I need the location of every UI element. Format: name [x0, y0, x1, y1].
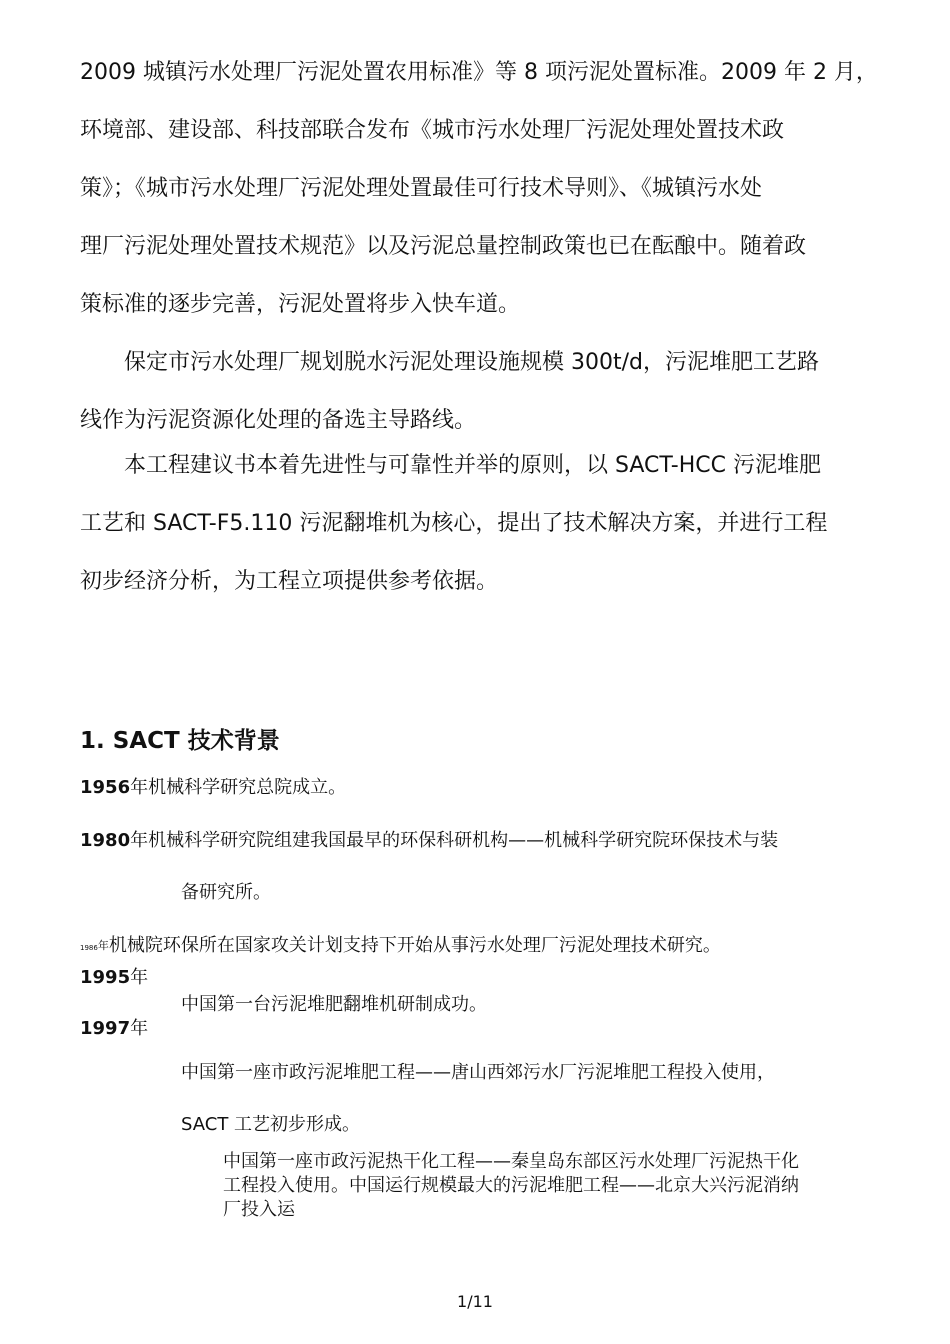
timeline-year-suffix: 年	[130, 1018, 149, 1039]
section-heading: 1. SACT 技术背景	[80, 728, 280, 754]
timeline-continuation: 备研究所。	[181, 882, 271, 903]
timeline-year-suffix: 年	[130, 967, 149, 988]
planning-line: 保定市污水处理厂规划脱水污泥处理设施规模 300t/d，污泥堆肥工艺路	[80, 350, 819, 375]
timeline-year-1995	[80, 966, 148, 990]
timeline-year-1997	[80, 1017, 148, 1041]
intro-line: 2009 城镇污水处理厂污泥处置农用标准》等 8 项污泥处置标准。2009 年 2 月，	[80, 60, 878, 85]
timeline-entry-1980	[80, 829, 778, 853]
timeline-continuation: SACT 工艺初步形成。	[181, 1114, 361, 1135]
timeline-entry-1986	[80, 934, 721, 958]
timeline-text: 年机械科学研究院组建我国最早的环保科研机构——机械科学研究院环保技术与装	[130, 830, 779, 851]
timeline-text: 年机械科学研究总院成立。	[130, 777, 347, 798]
intro-line: 策标准的逐步完善，污泥处置将步入快车道。	[80, 292, 521, 317]
intro-line: 策》；《城市污水处理厂污泥处理处置最佳可行技术导则》、《城镇污水处	[80, 176, 763, 201]
timeline-year: 1995	[80, 967, 131, 988]
timeline-extra-line: 中国第一座市政污泥热干化工程——秦皇岛东部区污水处理厂污泥热干化	[223, 1151, 799, 1172]
intro-line: 环境部、建设部、科技部联合发布《城市污水处理厂污泥处理处置技术政	[80, 118, 785, 143]
timeline-extra-line: 工程投入使用。中国运行规模最大的污泥堆肥工程——北京大兴污泥消纳	[223, 1175, 799, 1196]
timeline-year: 1980	[80, 830, 131, 851]
timeline-entry-1956	[80, 776, 346, 800]
proposal-line: 本工程建议书本着先进性与可靠性并举的原则，以 SACT-HCC 污泥堆肥	[80, 453, 822, 478]
proposal-line: 工艺和 SACT-F5.110 污泥翻堆机为核心，提出了技术解决方案，并进行工程	[80, 511, 828, 536]
timeline-extra-line: 厂投入运	[223, 1199, 295, 1220]
intro-paragraph	[80, 44, 880, 334]
planning-paragraph	[80, 334, 880, 450]
intro-line: 理厂污泥处理处置技术规范》以及污泥总量控制政策也已在酝酿中。随着政	[80, 234, 807, 259]
proposal-paragraph	[80, 437, 880, 611]
timeline-year: 1997	[80, 1018, 131, 1039]
timeline-text-1995: 中国第一台污泥堆肥翻堆机研制成功。	[181, 994, 487, 1015]
timeline-text: 机械院环保所在国家攻关计划支持下开始从事污水处理厂污泥处理技术研究。	[108, 935, 721, 956]
proposal-line: 初步经济分析，为工程立项提供参考依据。	[80, 569, 499, 594]
timeline-text-1997: 中国第一座市政污泥堆肥工程——唐山西郊污水厂污泥堆肥工程投入使用，	[181, 1062, 775, 1083]
timeline-year-small: 1986	[80, 944, 98, 952]
timeline-extra-block	[223, 1150, 799, 1222]
page-number: 1/11	[457, 1292, 493, 1311]
planning-line: 线作为污泥资源化处理的备选主导路线。	[80, 408, 477, 433]
timeline-year-suffix: 年	[97, 939, 109, 952]
timeline-year: 1956	[80, 777, 131, 798]
